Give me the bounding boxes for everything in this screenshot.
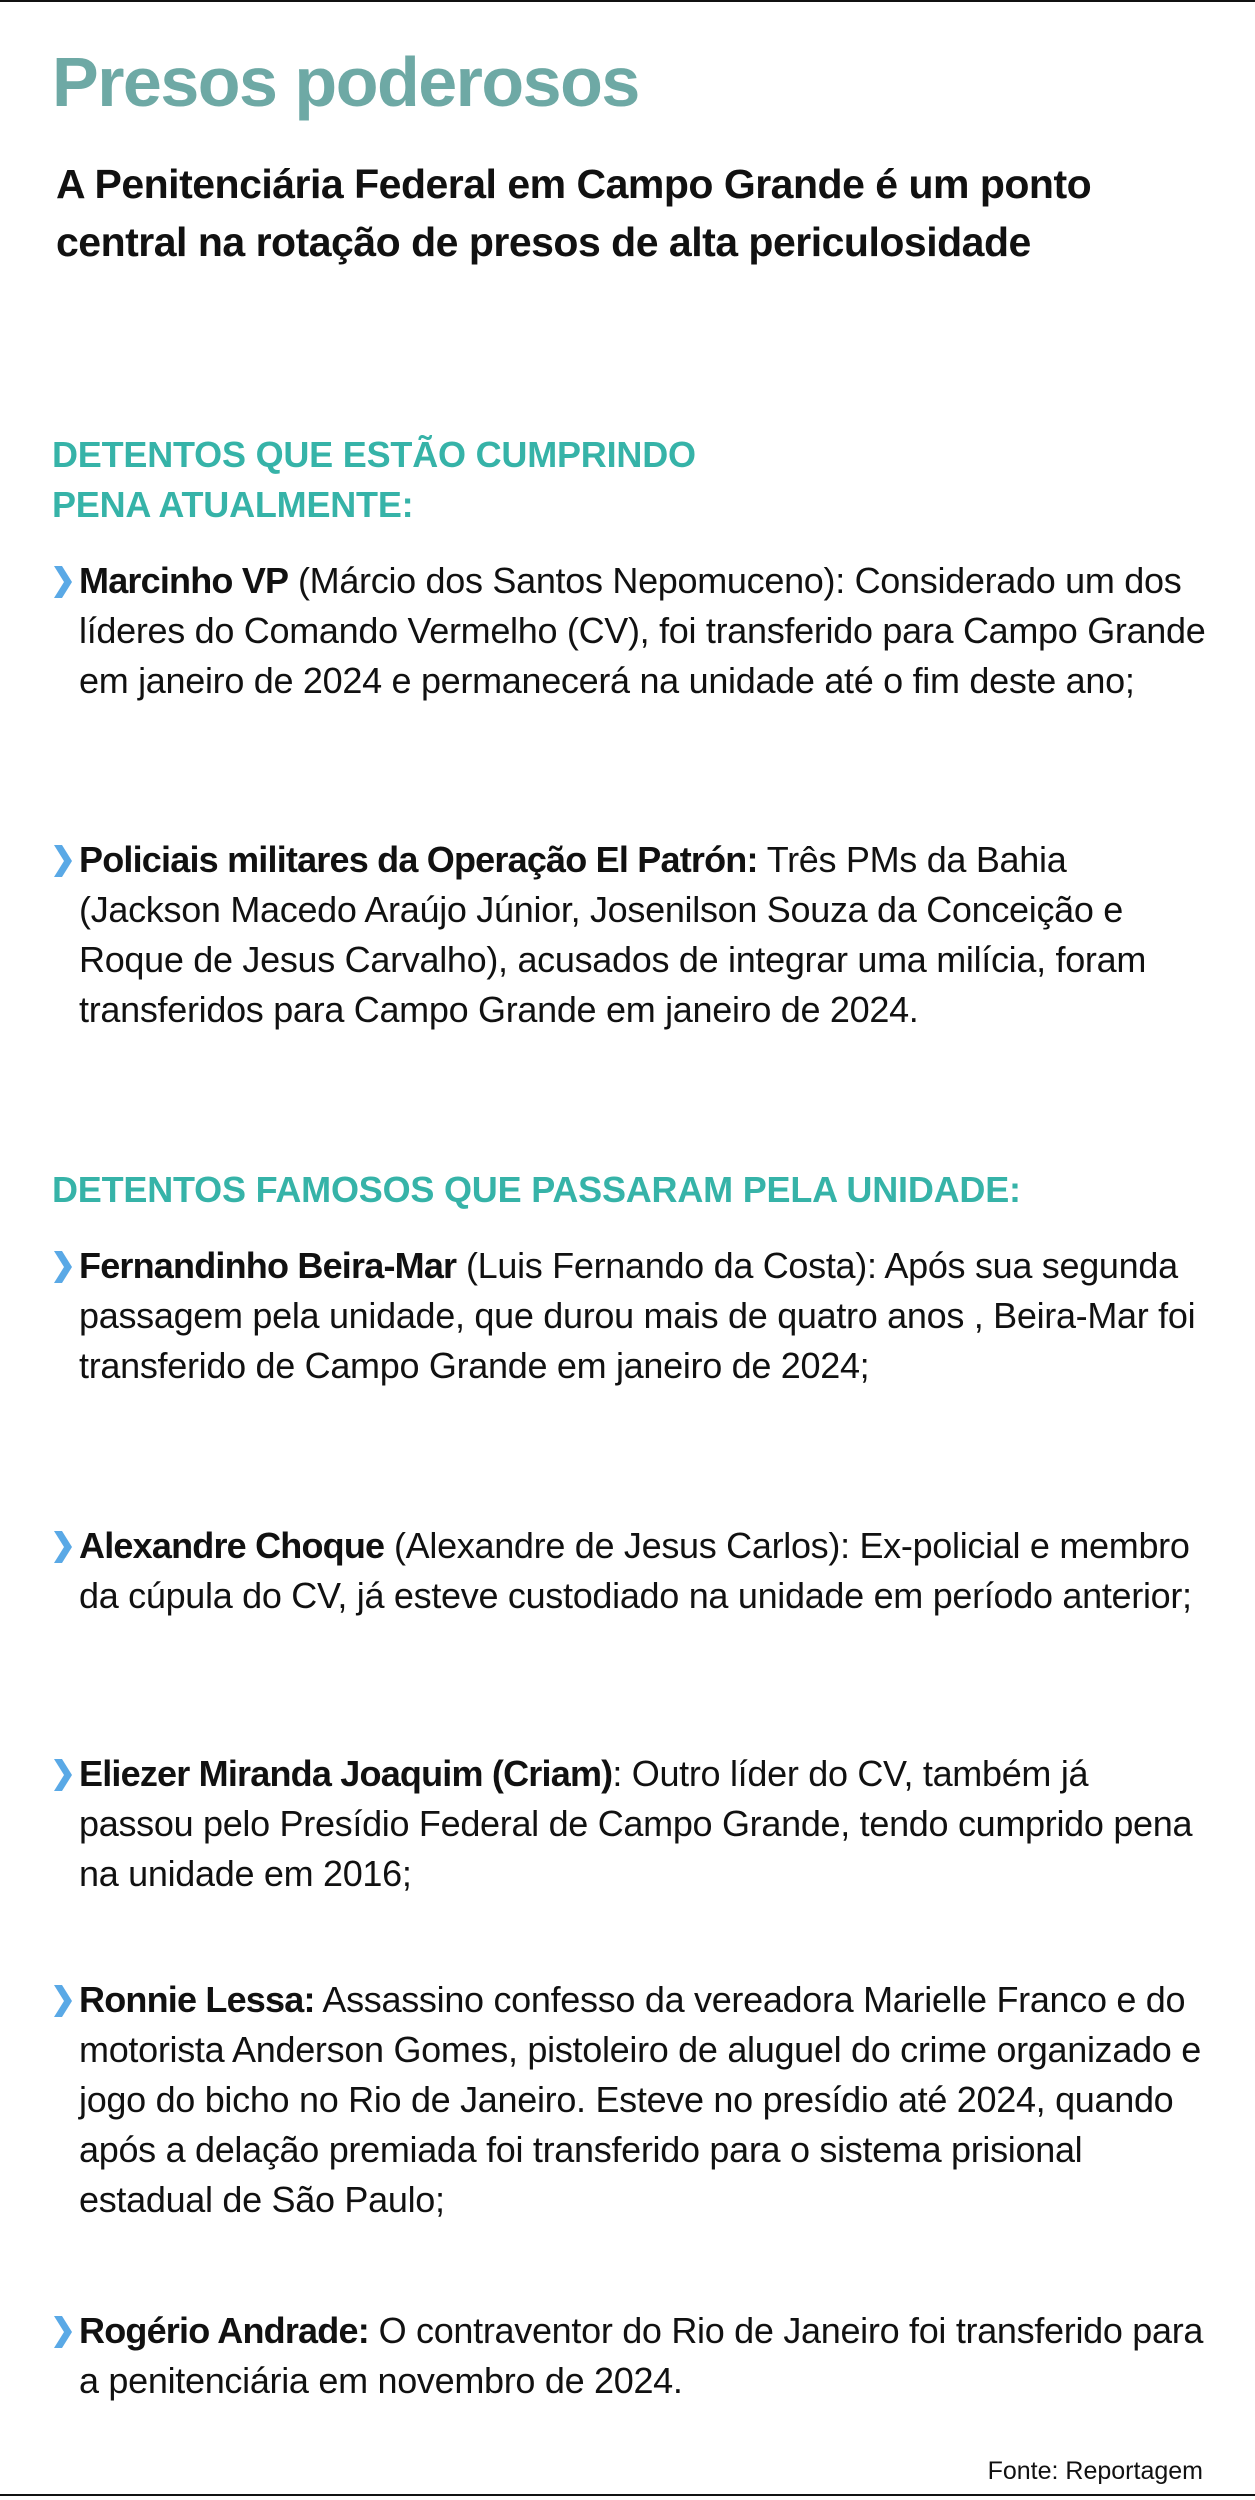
chevron-right-icon bbox=[52, 2312, 74, 2352]
entry-text bbox=[79, 1975, 1212, 2225]
page-subtitle: A Penitenciária Federal em Campo Grande é um ponto central na rotação de presos de alta periculosidade bbox=[56, 161, 1092, 265]
detainee-description: (Luis Fernando da Costa): Após sua segunda passagem pela unidade, que durou mais de quatro anos , Beira-Mar foi transferido de Campo Grande em janeiro de 2024; bbox=[79, 1245, 1196, 1386]
section-heading-past bbox=[52, 1165, 1202, 1215]
entry-text bbox=[79, 1521, 1212, 1621]
detainee-description: (Alexandre de Jesus Carlos): Ex-policial e membro da cúpula do CV, já esteve custodiado na unidade em período anterior; bbox=[79, 1525, 1192, 1616]
detainee-name: Rogério Andrade: bbox=[79, 2310, 369, 2351]
page-title: Presos poderosos bbox=[52, 43, 639, 121]
entry-text bbox=[79, 2306, 1212, 2406]
detainee-name: Fernandinho Beira-Mar bbox=[79, 1245, 457, 1286]
list-item bbox=[52, 556, 1212, 706]
source-credit: Fonte: Reportagem bbox=[987, 2457, 1203, 2485]
detainee-name: Alexandre Choque bbox=[79, 1525, 385, 1566]
list-item bbox=[52, 1521, 1212, 1621]
detainee-name: Marcinho VP bbox=[79, 560, 289, 601]
detainee-description: O contraventor do Rio de Janeiro foi transferido para a penitenciária em novembro de 2024. bbox=[79, 2310, 1204, 2401]
chevron-right-icon bbox=[52, 1981, 74, 2021]
list-item bbox=[52, 1975, 1212, 2225]
detainee-description: : Outro líder do CV, também já passou pelo Presídio Federal de Campo Grande, tendo cumprido pena na unidade em 2016; bbox=[79, 1753, 1193, 1894]
detainee-name: Policiais militares da Operação El Patrón: bbox=[79, 839, 758, 880]
section-heading-current bbox=[52, 430, 1202, 530]
entry-text bbox=[79, 556, 1212, 706]
list-item bbox=[52, 835, 1212, 1035]
section-heading-line: DETENTOS QUE ESTÃO CUMPRINDO bbox=[52, 434, 696, 475]
bottom-rule bbox=[0, 2494, 1255, 2496]
entry-text bbox=[79, 1241, 1212, 1391]
detainee-name: Eliezer Miranda Joaquim (Criam) bbox=[79, 1753, 613, 1794]
section-heading-line: PENA ATUALMENTE: bbox=[52, 484, 414, 525]
list-item bbox=[52, 1749, 1212, 1899]
detainee-description: (Márcio dos Santos Nepomuceno): Considerado um dos líderes do Comando Vermelho (CV), foi transferido para Campo Grande em janeiro de 2024 e permanecerá na unidade até o fim deste ano; bbox=[79, 560, 1206, 701]
detainee-name: Ronnie Lessa: bbox=[79, 1979, 315, 2020]
chevron-right-icon bbox=[52, 562, 74, 602]
list-item bbox=[52, 2306, 1212, 2406]
top-rule bbox=[0, 0, 1255, 2]
chevron-right-icon bbox=[52, 841, 74, 881]
entry-text bbox=[79, 835, 1212, 1035]
chevron-right-icon bbox=[52, 1527, 74, 1567]
list-item bbox=[52, 1241, 1212, 1391]
section-heading-line: DETENTOS FAMOSOS QUE PASSARAM PELA UNIDADE: bbox=[52, 1169, 1021, 1210]
chevron-right-icon bbox=[52, 1755, 74, 1795]
detainee-description: Três PMs da Bahia (Jackson Macedo Araújo Júnior, Josenilson Souza da Conceição e Roque de Jesus Carvalho), acusados de integrar uma milícia, foram transferidos para Campo Grande em janeiro de 2024. bbox=[79, 839, 1147, 1030]
chevron-right-icon bbox=[52, 1247, 74, 1287]
detainee-description: Assassino confesso da vereadora Marielle Franco e do motorista Anderson Gomes, pistoleiro de aluguel do crime organizado e jogo do bicho no Rio de Janeiro. Esteve no presídio até 2024, quando após a delação premiada foi transferido para o sistema prisional estadual de São Paulo; bbox=[79, 1979, 1201, 2220]
entry-text bbox=[79, 1749, 1212, 1899]
